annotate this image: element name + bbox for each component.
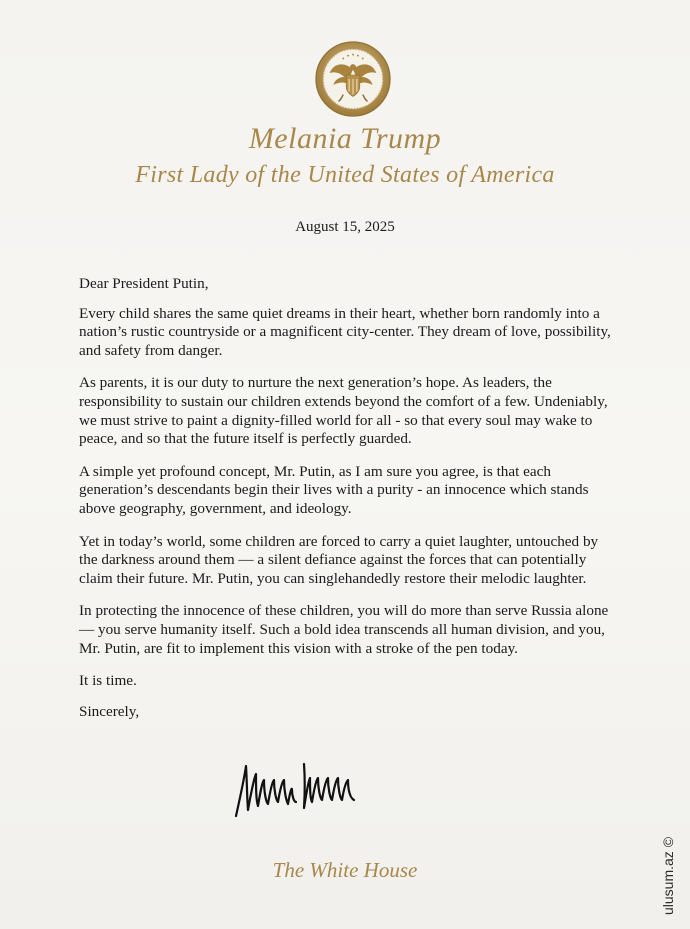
watermark: ulusum.az © [660, 836, 676, 915]
letterhead-name: Melania Trump [248, 122, 442, 155]
letter-body [79, 275, 619, 721]
paragraph: As parents, it is our duty to nurture the next generation’s hope. As leaders, the responsibility to sustain our children extends beyond the comfort of a few. Undeniably, we must strive to paint a dignity-filled world for all - so that every soul may wake to peace, and so that the future itself is perfectly guarded. [79, 374, 608, 448]
letter-date: August 15, 2025 [295, 219, 395, 235]
salutation: Dear President Putin, [79, 275, 209, 292]
paragraph: Every child shares the same quiet dreams in their heart, whether born randomly into a nation’s rustic countryside or a magnificent city-center. They dream of love, possibility, and safety from danger. [79, 304, 611, 359]
closing-line: It is time. [79, 672, 137, 690]
valediction: Sincerely, [79, 702, 140, 720]
paragraph: In protecting the innocence of these children, you will do more than serve Russia alone — you serve humanity itself. Such a bold idea transcends all human division, and you, Mr. Putin, are fit to implement this vision with a stroke of the pen today. [79, 602, 609, 657]
paragraph: A simple yet profound concept, Mr. Putin, as I am sure you agree, is that each generation’s descendants begin their lives with a purity - an innocence which stands above geography, government, and ideology. [79, 462, 589, 517]
footer-the-white-house: The White House [272, 858, 418, 882]
handwritten-signature [232, 758, 362, 820]
letterhead-title: First Lady of the United States of America [135, 162, 555, 188]
presidential-seal-icon [314, 40, 392, 118]
paragraph: Yet in today’s world, some children are forced to carry a quiet laughter, untouched by the darkness around them — a silent defiance against the forces that can potentially claim their future. Mr. Putin, you can singlehandedly restore their melodic laughter. [79, 532, 599, 587]
